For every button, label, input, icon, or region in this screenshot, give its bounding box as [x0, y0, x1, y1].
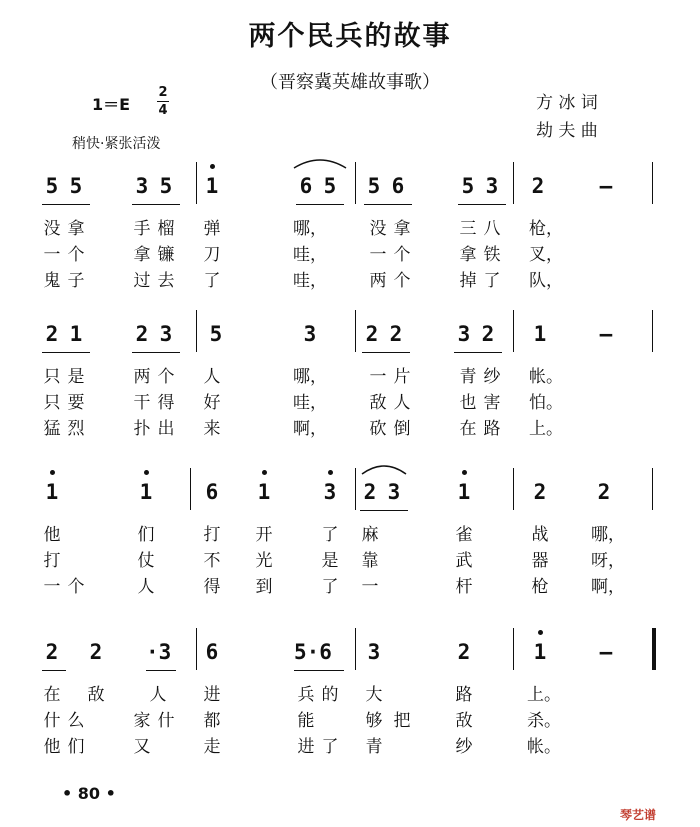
lyric-syllable: 过: [133, 271, 151, 291]
lyric-syllable: 镰: [157, 245, 175, 265]
dash-extension: —: [599, 174, 613, 198]
lyric-syllable: 哪，: [591, 525, 625, 545]
lyric-syllable: 一: [369, 245, 387, 265]
lyric-syllable: 砍: [369, 419, 387, 439]
lyric-syllable: 人: [203, 367, 221, 387]
lyric-syllable: 了: [321, 525, 339, 545]
note: 5: [159, 174, 173, 198]
lyric-syllable: 好: [203, 393, 221, 413]
lyric-syllable: 两: [133, 367, 151, 387]
note: 3: [303, 322, 317, 346]
lyric-syllable: 拿: [67, 219, 85, 239]
lyric-syllable: 了: [321, 737, 339, 757]
slur-arc: [292, 156, 348, 170]
lyric-syllable: 榴: [157, 219, 175, 239]
lyric-syllable: 又: [133, 737, 151, 757]
note: 1: [533, 640, 547, 664]
beam-underline: [42, 670, 66, 671]
lyric-syllable: 上。: [529, 419, 563, 439]
beam-underline: [132, 204, 180, 205]
note: 3: [135, 174, 149, 198]
lyric-syllable: 打: [203, 525, 221, 545]
beam-underline: [132, 352, 180, 353]
lyric-syllable: 路: [483, 419, 501, 439]
lyric-syllable: 兵: [297, 685, 315, 705]
note: 3: [485, 174, 499, 198]
note: 3: [387, 480, 401, 504]
lyric-syllable: 个: [67, 245, 85, 265]
lyric-syllable: 也: [459, 393, 477, 413]
lyric-syllable: 怕。: [529, 393, 563, 413]
lyric-syllable: 烈: [67, 419, 85, 439]
beam-underline: [146, 670, 176, 671]
octave-dot: [50, 470, 55, 475]
composer-credit: 劫 夫 曲: [536, 121, 598, 141]
beam-underline: [294, 670, 344, 671]
octave-dot: [538, 630, 543, 635]
note: 3: [457, 322, 471, 346]
lyric-syllable: 人: [393, 393, 411, 413]
lyric-syllable: 进: [203, 685, 221, 705]
lyric-syllable: 人: [137, 577, 155, 597]
lyric-syllable: 是: [67, 367, 85, 387]
time-signature: [156, 84, 170, 119]
lyric-syllable: 个: [393, 245, 411, 265]
lyric-syllable: 敌: [369, 393, 387, 413]
meter-bottom: 4: [158, 103, 168, 118]
lyric-syllable: 了: [321, 577, 339, 597]
note: 1: [69, 322, 83, 346]
lyric-syllable: 在: [43, 685, 61, 705]
lyric-syllable: 不: [203, 551, 221, 571]
lyric-syllable: 杀。: [527, 711, 561, 731]
song-subtitle: （晋察冀英雄故事歌）: [260, 72, 440, 93]
octave-dot: [262, 470, 267, 475]
lyric-syllable: 枪，: [529, 219, 563, 239]
lyric-syllable: 一: [43, 245, 61, 265]
note: 1: [533, 322, 547, 346]
note: 3: [159, 322, 173, 346]
lyric-syllable: 什: [157, 711, 175, 731]
lyric-syllable: 哪，: [293, 219, 327, 239]
beam-underline: [42, 204, 90, 205]
barline: [196, 628, 197, 670]
barline: [355, 628, 356, 670]
lyric-syllable: 猛: [43, 419, 61, 439]
lyric-syllable: 都: [203, 711, 221, 731]
beam-underline: [42, 352, 90, 353]
lyric-syllable: 家: [133, 711, 151, 731]
lyric-syllable: 么: [67, 711, 85, 731]
lyric-syllable: 战: [531, 525, 549, 545]
lyric-syllable: 来: [203, 419, 221, 439]
octave-dot: [144, 470, 149, 475]
note: 2: [389, 322, 403, 346]
note: 1: [257, 480, 271, 504]
lyric-syllable: 扑: [133, 419, 151, 439]
lyric-syllable: 啊，: [293, 419, 327, 439]
note: 6: [391, 174, 405, 198]
note: 5: [461, 174, 475, 198]
lyric-syllable: 叉，: [529, 245, 563, 265]
lyric-syllable: 能: [297, 711, 315, 731]
lyric-syllable: 上。: [527, 685, 561, 705]
note: 1: [139, 480, 153, 504]
lyric-syllable: 帐。: [527, 737, 561, 757]
lyric-syllable: 人: [149, 685, 167, 705]
lyric-syllable: 拿: [459, 245, 477, 265]
lyric-syllable: 一: [361, 577, 379, 597]
lyric-syllable: 倒: [393, 419, 411, 439]
barline: [196, 310, 197, 352]
lyric-syllable: 敌: [455, 711, 473, 731]
lyric-syllable: 器: [531, 551, 549, 571]
lyric-syllable: 弹: [203, 219, 221, 239]
beam-underline: [364, 204, 412, 205]
lyric-syllable: 哪，: [293, 367, 327, 387]
tempo-marking: 稍快·紧张活泼: [72, 136, 161, 152]
lyric-syllable: 拿: [393, 219, 411, 239]
lyric-syllable: 铁: [483, 245, 501, 265]
note: 2: [89, 640, 103, 664]
note: 2: [481, 322, 495, 346]
lyric-syllable: 帐。: [529, 367, 563, 387]
lyric-syllable: 没: [369, 219, 387, 239]
lyric-syllable: 他: [43, 525, 61, 545]
dash-extension: —: [599, 640, 613, 664]
note: 1: [45, 480, 59, 504]
key-signature: 1＝E: [92, 95, 131, 114]
lyric-syllable: 纱: [483, 367, 501, 387]
lyric-syllable: 的: [321, 685, 339, 705]
lyric-syllable: 只: [43, 367, 61, 387]
note: 2: [365, 322, 379, 346]
lyric-syllable: 刀: [203, 245, 221, 265]
song-title: 两个民兵的故事: [248, 21, 452, 52]
lyric-syllable: 靠: [361, 551, 379, 571]
lyric-syllable: 手: [133, 219, 151, 239]
lyric-syllable: 哇，: [293, 393, 327, 413]
page-number: • 80 •: [62, 784, 116, 803]
final-barline: [652, 628, 656, 670]
barline: [355, 310, 356, 352]
barline: [196, 162, 197, 204]
note: 5: [209, 322, 223, 346]
barline: [513, 310, 514, 352]
lyric-syllable: 在: [459, 419, 477, 439]
lyric-syllable: 路: [455, 685, 473, 705]
note: ·3: [146, 640, 172, 664]
lyric-syllable: 仗: [137, 551, 155, 571]
lyric-syllable: 够: [365, 711, 383, 731]
lyric-syllable: 三: [459, 219, 477, 239]
lyric-syllable: 是: [321, 551, 339, 571]
note: 6: [205, 640, 219, 664]
note: 2: [45, 322, 59, 346]
note: 5: [69, 174, 83, 198]
lyric-syllable: 出: [157, 419, 175, 439]
lyric-syllable: 光: [255, 551, 273, 571]
lyric-syllable: 们: [137, 525, 155, 545]
note: 3: [323, 480, 337, 504]
note: 1: [205, 174, 219, 198]
lyric-syllable: 进: [297, 737, 315, 757]
lyric-syllable: 个: [157, 367, 175, 387]
lyric-syllable: 了: [483, 271, 501, 291]
lyric-syllable: 纱: [455, 737, 473, 757]
note: 1: [457, 480, 471, 504]
lyric-syllable: 武: [455, 551, 473, 571]
lyric-syllable: 哇，: [293, 271, 327, 291]
site-watermark: 琴艺谱: [620, 808, 657, 822]
note: 5·6: [294, 640, 332, 664]
lyric-syllable: 片: [393, 367, 411, 387]
lyric-syllable: 什: [43, 711, 61, 731]
lyric-syllable: 枪: [531, 577, 549, 597]
note: 6: [205, 480, 219, 504]
octave-dot: [210, 164, 215, 169]
barline: [190, 468, 191, 510]
lyric-syllable: 子: [67, 271, 85, 291]
beam-underline: [296, 204, 344, 205]
note: 5: [367, 174, 381, 198]
lyric-syllable: 大: [365, 685, 383, 705]
lyricist-credit: 方 冰 词: [536, 93, 598, 113]
lyric-syllable: 得: [203, 577, 221, 597]
barline: [652, 310, 653, 352]
note: 2: [533, 480, 547, 504]
note: 2: [45, 640, 59, 664]
lyric-syllable: 雀: [455, 525, 473, 545]
lyric-syllable: 掉: [459, 271, 477, 291]
note: 2: [363, 480, 377, 504]
barline: [513, 628, 514, 670]
note: 5: [323, 174, 337, 198]
lyric-syllable: 一: [369, 367, 387, 387]
beam-underline: [454, 352, 502, 353]
lyric-syllable: 干: [133, 393, 151, 413]
barline: [652, 468, 653, 510]
lyric-syllable: 把: [393, 711, 411, 731]
barline: [355, 162, 356, 204]
lyric-syllable: 没: [43, 219, 61, 239]
lyric-syllable: 害: [483, 393, 501, 413]
lyric-syllable: 个: [393, 271, 411, 291]
lyric-syllable: 个: [67, 577, 85, 597]
meter-top: 2: [158, 85, 168, 100]
note: 2: [531, 174, 545, 198]
beam-underline: [360, 510, 408, 511]
lyric-syllable: 去: [157, 271, 175, 291]
lyric-syllable: 一: [43, 577, 61, 597]
lyric-syllable: 走: [203, 737, 221, 757]
barline: [355, 468, 356, 510]
lyric-syllable: 呀，: [591, 551, 625, 571]
dash-extension: —: [599, 322, 613, 346]
beam-underline: [458, 204, 506, 205]
beam-underline: [362, 352, 410, 353]
note: 2: [597, 480, 611, 504]
meter-divider: [157, 101, 169, 102]
lyric-syllable: 队，: [529, 271, 563, 291]
lyric-syllable: 打: [43, 551, 61, 571]
lyric-syllable: 八: [483, 219, 501, 239]
lyric-syllable: 哇，: [293, 245, 327, 265]
lyric-syllable: 到: [255, 577, 273, 597]
note: 2: [457, 640, 471, 664]
lyric-syllable: 青: [365, 737, 383, 757]
lyric-syllable: 青: [459, 367, 477, 387]
lyric-syllable: 麻: [361, 525, 379, 545]
note: 2: [135, 322, 149, 346]
note: 3: [367, 640, 381, 664]
lyric-syllable: 只: [43, 393, 61, 413]
lyric-syllable: 鬼: [43, 271, 61, 291]
lyric-syllable: 开: [255, 525, 273, 545]
barline: [513, 468, 514, 510]
octave-dot: [328, 470, 333, 475]
lyric-syllable: 敌: [87, 685, 105, 705]
lyric-syllable: 得: [157, 393, 175, 413]
lyric-syllable: 拿: [133, 245, 151, 265]
lyric-syllable: 啊，: [591, 577, 625, 597]
octave-dot: [462, 470, 467, 475]
note: 5: [45, 174, 59, 198]
lyric-syllable: 两: [369, 271, 387, 291]
lyric-syllable: 要: [67, 393, 85, 413]
note: 6: [299, 174, 313, 198]
slur-arc: [360, 462, 408, 476]
lyric-syllable: 杆: [455, 577, 473, 597]
lyric-syllable: 他: [43, 737, 61, 757]
barline: [513, 162, 514, 204]
lyric-syllable: 了: [203, 271, 221, 291]
lyric-syllable: 们: [67, 737, 85, 757]
barline: [652, 162, 653, 204]
